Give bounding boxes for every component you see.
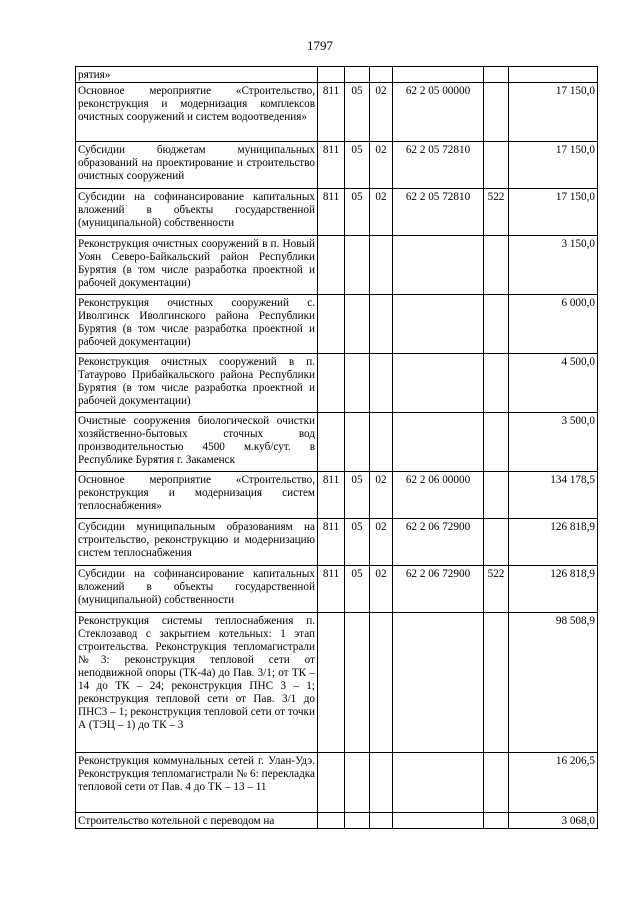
row-ved-cell: [318, 413, 345, 472]
row-name-cell: Субсидии на софинансирование капитальных вложений в объекты государственной (муниципальной) собственности: [76, 189, 318, 236]
row-expense-type-cell: [484, 413, 509, 472]
row-subsection-cell: 02: [370, 519, 393, 566]
row-name-cell: Субсидии муниципальным образованиям на строительство, реконструкцию и модернизацию систем теплоснабжения: [76, 519, 318, 566]
row-section-cell: [345, 613, 370, 753]
row-section-cell: [345, 813, 370, 829]
row-subsection-cell: [370, 813, 393, 829]
row-sum-cell: [509, 67, 598, 83]
row-name-cell: Реконструкция очистных сооружений с. Иволгинск Иволгинского района Республики Бурятия (в том числе разработка проектной и рабочей документации): [76, 295, 318, 354]
row-ved-cell: [318, 67, 345, 83]
budget-table: [75, 66, 598, 829]
row-ved-cell: [318, 236, 345, 295]
budget-table-body: [76, 67, 598, 829]
row-subsection-cell: [370, 613, 393, 753]
row-subsection-cell: 02: [370, 142, 393, 189]
table-row: [76, 519, 598, 566]
row-ved-cell: 811: [318, 519, 345, 566]
row-subsection-cell: [370, 67, 393, 83]
row-target-article-cell: 62 2 05 00000: [393, 83, 484, 142]
row-target-article-cell: [393, 413, 484, 472]
row-expense-type-cell: 522: [484, 189, 509, 236]
row-ved-cell: [318, 753, 345, 813]
row-sum-cell: 3 500,0: [509, 413, 598, 472]
row-sum-cell: 98 508,9: [509, 613, 598, 753]
page-number: 1797: [307, 38, 333, 53]
row-name-cell: Субсидии на софинансирование капитальных вложений в объекты государственной (муниципальной) собственности: [76, 566, 318, 613]
row-target-article-cell: [393, 813, 484, 829]
row-target-article-cell: 62 2 06 72900: [393, 566, 484, 613]
row-ved-cell: 811: [318, 189, 345, 236]
row-section-cell: [345, 67, 370, 83]
row-sum-cell: 134 178,5: [509, 472, 598, 519]
row-target-article-cell: 62 2 06 72900: [393, 519, 484, 566]
row-section-cell: 05: [345, 189, 370, 236]
row-name-cell: рятия»: [76, 67, 318, 83]
row-name-cell: Реконструкция очистных сооружений в п. Новый Уоян Северо-Байкальский район Республики Бурятия (в том числе разработка проектной и рабочей документации): [76, 236, 318, 295]
table-row: [76, 566, 598, 613]
table-row: [76, 354, 598, 413]
row-sum-cell: 4 500,0: [509, 354, 598, 413]
row-expense-type-cell: [484, 295, 509, 354]
row-expense-type-cell: [484, 753, 509, 813]
row-sum-cell: 3 150,0: [509, 236, 598, 295]
row-sum-cell: 17 150,0: [509, 189, 598, 236]
table-row: [76, 413, 598, 472]
row-ved-cell: [318, 613, 345, 753]
row-target-article-cell: 62 2 05 72810: [393, 189, 484, 236]
table-row: [76, 472, 598, 519]
row-section-cell: [345, 413, 370, 472]
row-expense-type-cell: [484, 67, 509, 83]
row-name-cell: Субсидии бюджетам муниципальных образований на проектирование и строительство очистных сооружений: [76, 142, 318, 189]
row-ved-cell: 811: [318, 142, 345, 189]
row-section-cell: 05: [345, 83, 370, 142]
row-subsection-cell: [370, 413, 393, 472]
row-sum-cell: 17 150,0: [509, 83, 598, 142]
row-expense-type-cell: [484, 472, 509, 519]
row-ved-cell: [318, 295, 345, 354]
row-expense-type-cell: [484, 613, 509, 753]
row-expense-type-cell: 522: [484, 566, 509, 613]
table-row: [76, 142, 598, 189]
row-sum-cell: 6 000,0: [509, 295, 598, 354]
row-subsection-cell: 02: [370, 83, 393, 142]
row-name-cell: Реконструкция коммунальных сетей г. Улан-Удэ. Реконструкция тепломагистрали № 6: перекладка тепловой сети от Пав. 4 до ТК – 13 – 11: [76, 753, 318, 813]
row-name-cell: Реконструкция системы теплоснабжения п. Стеклозавод с закрытием котельных: 1 этап строительства. Реконструкция тепломагистрали №3: реконструкция тепловой сети от неподвижной опоры (ТК-4а) до Пав. 3/1; от ТК – 14 до ТК – 24; реконструкция ПНС 3 – 1; реконструкция тепловой сети от Пав. 3/1 до ПНС3 – 1; реконструкция тепловой сети от точки А (ТЭЦ – 1) до ТК – 3: [76, 613, 318, 753]
row-expense-type-cell: [484, 813, 509, 829]
table-row: [76, 613, 598, 753]
row-subsection-cell: [370, 295, 393, 354]
row-subsection-cell: 02: [370, 189, 393, 236]
row-target-article-cell: [393, 753, 484, 813]
row-target-article-cell: [393, 613, 484, 753]
row-name-cell: Очистные сооружения биологической очистки хозяйственно-бытовых сточных вод производительностью 4500 м.куб/сут. в Республике Бурятия г. Закаменск: [76, 413, 318, 472]
row-ved-cell: 811: [318, 83, 345, 142]
row-ved-cell: 811: [318, 472, 345, 519]
table-row: [76, 813, 598, 829]
row-target-article-cell: 62 2 05 72810: [393, 142, 484, 189]
row-ved-cell: [318, 354, 345, 413]
table-row: [76, 753, 598, 813]
table-row: [76, 67, 598, 83]
row-section-cell: [345, 236, 370, 295]
row-subsection-cell: [370, 753, 393, 813]
row-expense-type-cell: [484, 354, 509, 413]
row-expense-type-cell: [484, 236, 509, 295]
row-name-cell: Реконструкция очистных сооружений в п. Татаурово Прибайкальского района Республики Бурятия (в том числе разработка проектной и рабочей документации): [76, 354, 318, 413]
row-expense-type-cell: [484, 83, 509, 142]
row-section-cell: 05: [345, 566, 370, 613]
row-sum-cell: 126 818,9: [509, 566, 598, 613]
row-target-article-cell: [393, 354, 484, 413]
row-sum-cell: 17 150,0: [509, 142, 598, 189]
table-row: [76, 83, 598, 142]
row-target-article-cell: [393, 67, 484, 83]
row-target-article-cell: [393, 295, 484, 354]
row-sum-cell: 3 068,0: [509, 813, 598, 829]
row-subsection-cell: [370, 236, 393, 295]
row-section-cell: [345, 753, 370, 813]
row-target-article-cell: 62 2 06 00000: [393, 472, 484, 519]
row-ved-cell: [318, 813, 345, 829]
row-name-cell: Строительство котельной с переводом на: [76, 813, 318, 829]
row-section-cell: [345, 354, 370, 413]
row-section-cell: 05: [345, 472, 370, 519]
row-sum-cell: 16 206,5: [509, 753, 598, 813]
row-expense-type-cell: [484, 142, 509, 189]
table-row: [76, 236, 598, 295]
row-expense-type-cell: [484, 519, 509, 566]
row-sum-cell: 126 818,9: [509, 519, 598, 566]
row-section-cell: 05: [345, 519, 370, 566]
row-ved-cell: 811: [318, 566, 345, 613]
row-name-cell: Основное мероприятие «Строительство, реконструкция и модернизация комплексов очистных сооружений и систем водоотведения»: [76, 83, 318, 142]
table-row: [76, 295, 598, 354]
row-section-cell: [345, 295, 370, 354]
row-target-article-cell: [393, 236, 484, 295]
row-subsection-cell: 02: [370, 566, 393, 613]
row-subsection-cell: [370, 354, 393, 413]
row-name-cell: Основное мероприятие «Строительство, реконструкция и модернизация систем теплоснабжения»: [76, 472, 318, 519]
row-section-cell: 05: [345, 142, 370, 189]
row-subsection-cell: 02: [370, 472, 393, 519]
table-row: [76, 189, 598, 236]
